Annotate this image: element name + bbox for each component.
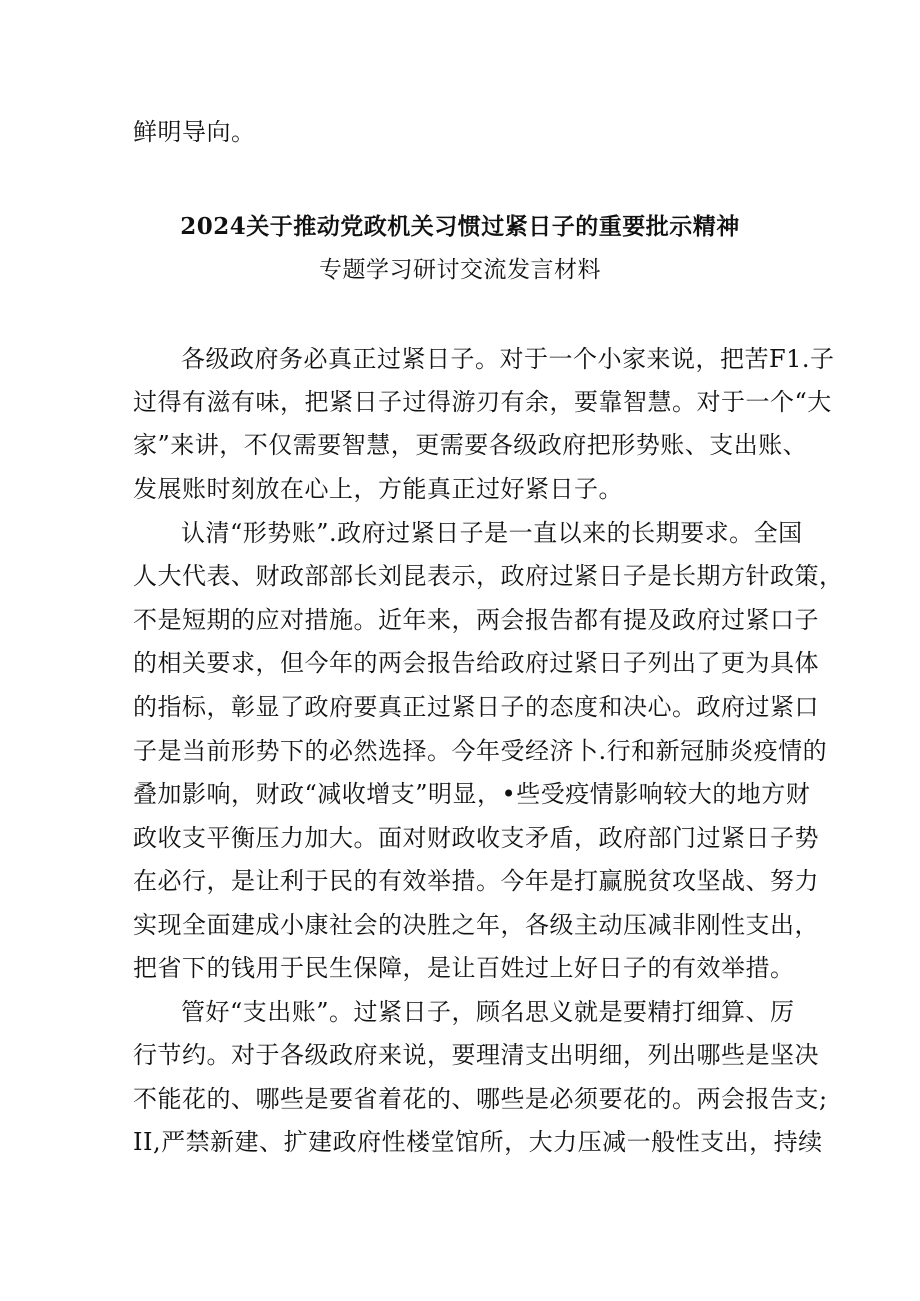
body-line: 政收支平衡压力加大。面对财政收支矛盾，政府部门过紧日子势	[133, 824, 819, 852]
body-line: II,严禁新建、扩建政府性楼堂馆所，大力压减一般性支出，持续	[133, 1128, 823, 1156]
body-line: 不能花的、哪些是要省着花的、哪些是必须要花的。两会报告支;	[133, 1085, 828, 1113]
body-line: 管好“支出账”。过紧日子，顾名思义就是要精打细算、厉	[181, 998, 795, 1026]
body-line: 不是短期的应对措施。近年来，两会报告都有提及政府过紧口子	[133, 606, 819, 634]
document-title-line-1: 2024关于推动党政机关习惯过紧日子的重要批示精神	[180, 213, 740, 240]
body-line: 把省下的钱用于民生保障，是让百姓过上好日子的有效举措。	[133, 954, 795, 982]
body-line: 发展账时刻放在心上，方能真正过好紧日子。	[133, 475, 623, 503]
body-line: 的指标，彰显了政府要真正过紧日子的态度和决心。政府过紧口	[133, 693, 819, 721]
continuation-line: 鲜明导向。	[133, 118, 256, 146]
body-line: 实现全面建成小康社会的决胜之年，各级主动压减非刚性支出，	[133, 911, 819, 939]
document-title-line-2: 专题学习研讨交流发言材料	[319, 257, 601, 283]
body-line: 行节约。对于各级政府来说，要理清支出明细，列出哪些是坚决	[133, 1041, 819, 1069]
body-line: 的相关要求，但今年的两会报告给政府过紧日子列出了更为具体	[133, 649, 819, 677]
body-line: 在必行，是让利于民的有效举措。今年是打赢脱贫攻坚战、努力	[133, 867, 819, 895]
body-line: 子是当前形势下的必然选择。今年受经济卜.行和新冠肺炎疫情的	[133, 737, 828, 765]
body-line: 叠加影响，财政“减收增支”明显，•些受疫情影响较大的地方财	[133, 780, 811, 808]
body-line: 认清“形势账”.政府过紧日子是一直以来的长期要求。全国	[181, 519, 803, 547]
body-line: 人大代表、财政部部长刘昆表示，政府过紧日子是长期方针政策，	[133, 562, 844, 590]
body-line: 过得有滋有味，把紧日子过得游刃有余，要靠智慧。对于一个“大	[133, 388, 832, 416]
body-line: 家”来讲，不仅需要智慧，更需要各级政府把形势账、支出账、	[133, 431, 808, 459]
body-line: 各级政府务必真正过紧日子。对于一个小家来说，把苦F1.子	[181, 345, 835, 373]
